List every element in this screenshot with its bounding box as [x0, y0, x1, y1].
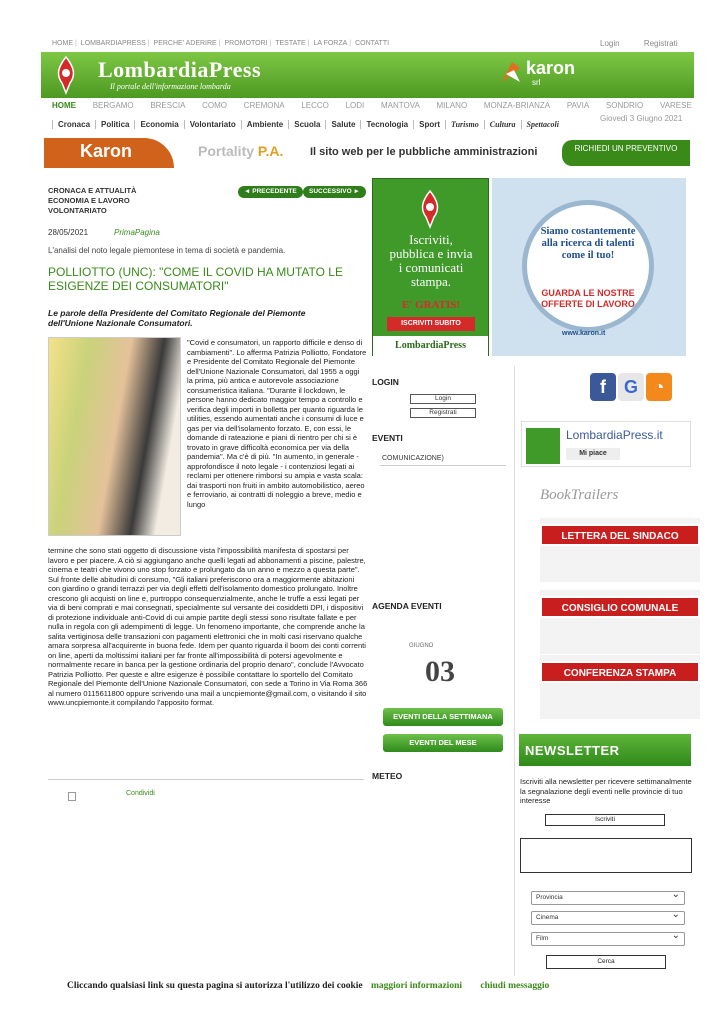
city-cremona[interactable]: CREMONA	[243, 101, 285, 110]
like-button[interactable]: Mi piace	[566, 448, 620, 460]
fb-page-name[interactable]: LombardiaPress.it	[566, 428, 663, 442]
city-mantova[interactable]: MANTOVA	[380, 101, 420, 110]
topnav-home[interactable]: HOME	[52, 40, 73, 47]
login-link[interactable]: Login	[600, 39, 620, 48]
share-icon[interactable]	[68, 792, 76, 801]
ad2-a3: come il tuo!	[561, 250, 615, 261]
ad2-cta	[527, 288, 649, 310]
current-date: Giovedì 3 Giugno 2021	[600, 114, 683, 123]
top-login-links	[600, 39, 700, 48]
google-icon[interactable]: G	[618, 373, 644, 401]
article-body-top: "Covid e consumatori, un rapporto difficile e denso di cambiamenti". Lo afferma Patrizia Polliotto, Fondatore e Presidente del Comitato Regionale del Piemonte dell'Unione Nazionale Consumatori, dal 1955 a oggi la prima, più antica e autorevole associazione consumeristica italiana. "Durante il lockdown, le persone hanno dedicato maggior tempo a controllo e verifica degli importi in bolletta per quanto riguarda le utilities, essendo aumentati anche i consumi di luce e gas per via dell'isolamento forzato. E, con essi, le domande di rateazione e piani di rientro per chi si è trovato in grave difficoltà economica per via della pandemia". Ma c'è di più. "In aumento, in generale - approfondisce il noto legale - i contenziosi legati ai reclami per ottenere rimborsi su ampia e vasta scala: dai trasporti non fruiti in ambito automobilistico, aereo e ferroviario, ai contratti di noleggio a breve, medio e lungo	[187, 338, 367, 509]
cat-volontariato[interactable]: Volontariato	[184, 120, 241, 129]
facebook-icon[interactable]: f	[590, 373, 616, 401]
portality-a: Portality	[198, 143, 255, 159]
topnav-aderire[interactable]: PERCHE' ADERIRE	[153, 40, 217, 47]
city-varese[interactable]: VARESE	[659, 101, 692, 110]
ad2-url: www.karon.it	[562, 330, 606, 337]
conferenza-label: CONFERENZA STAMPA	[540, 661, 700, 683]
rss-icon[interactable]: ◔	[646, 373, 672, 401]
article-title: POLLIOTTO (UNC): "COME IL COVID HA MUTATO LE ESIGENZE DEI CONSUMATORI"	[48, 265, 343, 293]
conferenza-box[interactable]	[540, 655, 700, 719]
article-subtitle: Le parole della Presidente del Comitato Regionale del Piemonte dell'Unione Nazionale Consumatori.	[48, 308, 306, 328]
next-button[interactable]: SUCCESSIVO ►	[303, 186, 366, 198]
agenda-heading: AGENDA EVENTI	[372, 601, 442, 611]
cat-cronaca[interactable]: Cronaca	[52, 120, 95, 129]
site-subtitle: Il portale dell'informazione lombarda	[110, 82, 231, 91]
article-lead: L'analisi del noto legale piemontese in tema di società e pandemia.	[48, 246, 286, 255]
ad1-brand: LombardiaPress	[373, 336, 488, 356]
newsletter-banner	[519, 734, 691, 766]
cookie-bar	[67, 981, 667, 991]
banner-portality[interactable]	[198, 143, 283, 159]
banner-karon[interactable]: Karon	[44, 138, 174, 168]
facebook-box	[521, 421, 691, 467]
ad1-l1: Iscriviti,	[409, 232, 453, 247]
flame-icon	[417, 189, 443, 229]
cat-ambiente[interactable]: Ambiente	[241, 120, 288, 129]
article-date: 28/05/2021	[48, 228, 89, 237]
ad1-l2: pubblica e invia	[389, 246, 473, 261]
cat-politica[interactable]: Politica	[95, 120, 134, 129]
sindaco-label: LETTERA DEL SINDACO	[540, 524, 700, 546]
consiglio-label: CONSIGLIO COMUNALE	[540, 596, 700, 618]
portality-b: P.A.	[257, 143, 284, 159]
quote-button[interactable]: RICHIEDI UN PREVENTIVO	[562, 140, 690, 166]
cat-scuola[interactable]: Scuola	[288, 120, 325, 129]
ad1-button[interactable]: ISCRIVITI SUBITO	[387, 317, 475, 331]
newsletter-text: Iscriviti alla newsletter per ricevere settimanalmente la segnalazione degli eventi nelle provincie di tuo interesse	[520, 777, 692, 805]
ad2-b2: OFFERTE DI LAVORO	[541, 299, 635, 309]
register-link[interactable]: Registrati	[643, 39, 678, 48]
page-logo-icon	[526, 428, 560, 464]
meteo-heading: METEO	[372, 771, 403, 781]
events-divider	[380, 465, 506, 466]
login-button[interactable]: Login	[410, 394, 476, 404]
city-monza[interactable]: MONZA-BRIANZA	[483, 101, 551, 110]
city-lodi[interactable]: LODI	[345, 101, 365, 110]
register-button[interactable]: Registrati	[410, 408, 476, 418]
jobs-ad[interactable]	[492, 178, 686, 356]
banner-text: Il sito web per le pubbliche amministrazioni	[310, 146, 538, 158]
sponsor-sub: srl	[532, 78, 541, 87]
city-pavia[interactable]: PAVIA	[566, 101, 590, 110]
social-icons	[590, 373, 672, 401]
month-events-button[interactable]: EVENTI DEL MESE	[383, 734, 503, 752]
top-nav: HOME | LOMBARDIAPRESS | PERCHE' ADERIRE | PROMOTORI | TESTATE | LA FORZA | CONTATTI	[52, 40, 390, 47]
city-lecco[interactable]: LECCO	[301, 101, 329, 110]
calendar-month: GIUGNO	[409, 643, 434, 649]
ad1-free: E' GRATIS!	[401, 299, 461, 311]
breadcrumb	[48, 186, 136, 216]
cat-sport[interactable]: Sport	[413, 120, 445, 129]
city-bergamo[interactable]: BERGAMO	[92, 101, 134, 110]
cat-tecnologia[interactable]: Tecnologia	[360, 120, 413, 129]
newsletter-input[interactable]	[520, 838, 692, 873]
magnifier-lens	[522, 200, 654, 332]
subscribe-ad[interactable]	[372, 178, 489, 356]
karon-logo-icon	[500, 60, 522, 84]
sponsor-name[interactable]: karon	[526, 58, 576, 78]
booktrailers-logo[interactable]: BookTrailers	[540, 487, 619, 503]
ad1-text	[377, 233, 485, 289]
login-heading: LOGIN	[372, 377, 399, 387]
article-body: termine che sono stati oggetto di discussione vista l'impossibilità manifesta di spostarsi per lavoro e per piacere. A ciò si aggiungano anche quelli legati ad abbonamenti a piscine, palestre, cinema e teatri che vivono uno stop forzato e prolungato da un anno e mezzo a questa parte". Sul fronte delle abitudini di consumo, "Gli italiani preferiscono ora a maggiormente abitazioni con giardino o grandi terrazzi per via degli effetti dell'isolamento domestico prolungato. Inoltre crescono gli acquisti on line e, purtroppo consequenzialmente, anche le truffe a essi legati per via di beni comprati e mai consegnati, specialmente sul versante dei cosiddetti DPI, i dispositivi di protezione individuale anti-Covid di cui ampie partite degli stessi sono risultate fallate e per nulla in regola con gli adempimenti di legge. Un fenomeno importante, che comprende anche la salita vertiginosa delle transazioni con pagamenti elettronici che in molti casi riservano qualche amara sorpresa all'acquirente in buona fede. Idem per quanto riguarda il boom dei conti correnti on line, aperti da moltissimi italiani per far fronte all'impossibilità di potersi agevolmente e normalmente recare in banca per la gestione ordinaria del proprio denaro", conclude l'Avvocato Patrizia Polliotto. Per queste e altre esigenze è possibile contattare lo sportello del Comitato Regionale del Piemonte dell'Unione Nazionale Consumatori, con sede a Torino in Via Roma 366 al numero 0115611800 oppure scrivendo una mail a uncpiemonte@gmail.com, o visitando il sito www.uncpiemonte.it compilando l'apposito format.	[48, 546, 368, 707]
city-como[interactable]: COMO	[202, 101, 228, 110]
ad2-a1: Siamo costantemente	[540, 226, 636, 237]
city-sondrio[interactable]: SONDRIO	[605, 101, 644, 110]
topnav-testate[interactable]: TESTATE	[275, 40, 306, 47]
search-button[interactable]: Cerca	[546, 955, 666, 969]
topnav-contatti[interactable]: CONTATTI	[355, 40, 390, 47]
city-nav	[52, 101, 692, 110]
cookie-text: Cliccando qualsiasi link su questa pagina si autorizza l'utilizzo dei cookie	[67, 981, 363, 991]
cat-salute[interactable]: Salute	[325, 120, 360, 129]
newsletter-subscribe-button[interactable]: Iscriviti	[545, 814, 665, 826]
city-home[interactable]: HOME	[52, 101, 76, 110]
ad2-a2: alla ricerca di talenti	[541, 238, 635, 249]
crumb-economia[interactable]: ECONOMIA E LAVORO	[48, 196, 130, 205]
city-milano[interactable]: MILANO	[436, 101, 468, 110]
consiglio-box[interactable]	[540, 590, 700, 654]
film-select[interactable]: Film ⌄	[531, 932, 685, 946]
topnav-promotori[interactable]: PROMOTORI	[224, 40, 268, 47]
article-section[interactable]: PrimaPagina	[114, 228, 160, 237]
provincia-select[interactable]: Provincia ⌄	[531, 891, 685, 905]
divider	[48, 779, 364, 780]
flame-logo-icon	[52, 55, 80, 95]
city-brescia[interactable]: BRESCIA	[150, 101, 186, 110]
sindaco-box[interactable]	[540, 518, 700, 582]
cinema-select[interactable]: Cinema ⌄	[531, 911, 685, 925]
topnav-lombardiapress[interactable]: LOMBARDIAPRESS	[80, 40, 146, 47]
cookie-close-link[interactable]: chiudi messaggio	[480, 981, 550, 991]
article-photo	[48, 337, 181, 536]
crumb-cronaca[interactable]: CRONACA E ATTUALITÀ	[48, 186, 137, 195]
cookie-more-link[interactable]: maggiori informazioni	[370, 981, 462, 991]
calendar-day[interactable]: 03	[425, 655, 455, 688]
cat-economia[interactable]: Economia	[134, 120, 183, 129]
prev-button[interactable]: ◄ PRECEDENTE	[238, 186, 303, 198]
crumb-volontariato[interactable]: VOLONTARIATO	[48, 206, 107, 215]
ad2-b1: GUARDA LE NOSTRE	[541, 288, 635, 298]
ad1-l4: stampa.	[410, 274, 452, 289]
ad1-l3: i comunicati	[398, 260, 464, 275]
ad2-headline	[527, 226, 649, 262]
share-link[interactable]: Condividi	[126, 790, 155, 797]
category-nav	[52, 115, 642, 133]
column-divider	[514, 366, 515, 976]
cat-spettacoli[interactable]: Spettacoli	[521, 120, 564, 129]
newsletter-title: NEWSLETTER	[525, 743, 620, 758]
site-title[interactable]: LombardiaPress	[98, 57, 262, 82]
events-heading: EVENTI	[372, 433, 403, 443]
cat-turismo[interactable]: Turismo	[445, 120, 484, 129]
event-item[interactable]: COMUNICAZIONE)	[382, 455, 444, 462]
week-events-button[interactable]: EVENTI DELLA SETTIMANA	[383, 708, 503, 726]
cat-cultura[interactable]: Cultura	[484, 120, 521, 129]
topnav-forza[interactable]: LA FORZA	[313, 40, 348, 47]
